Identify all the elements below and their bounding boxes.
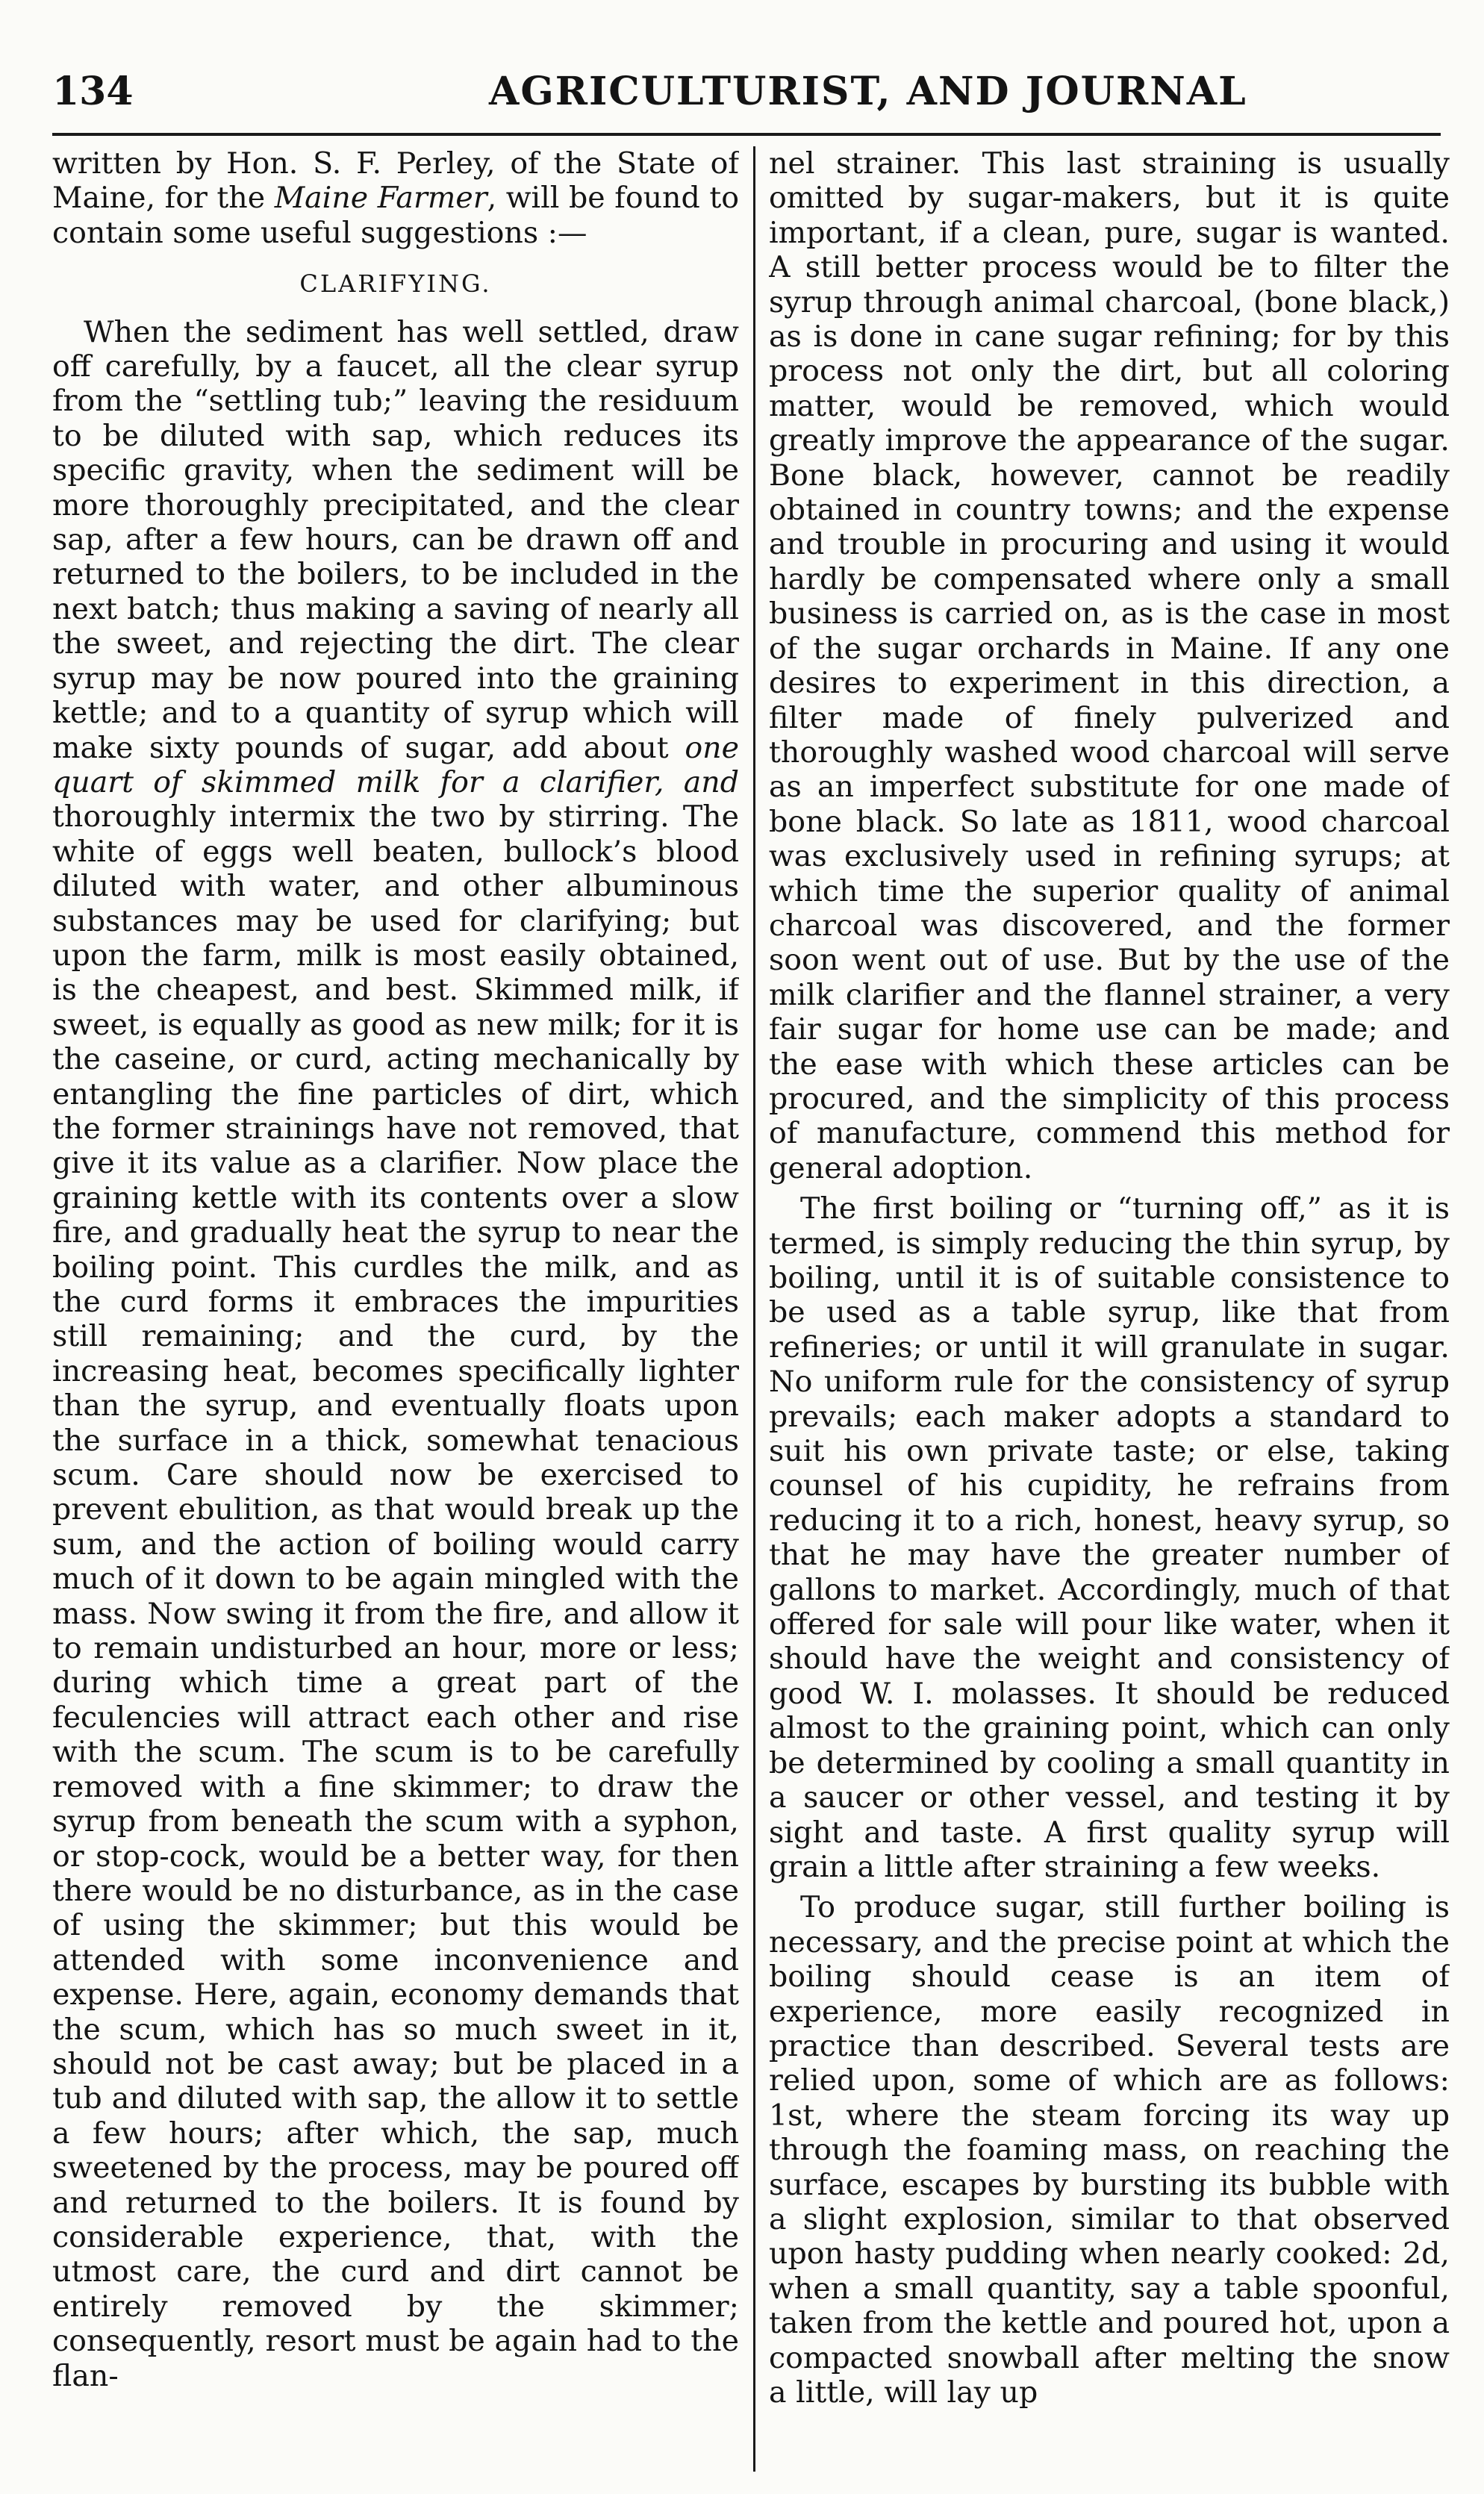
produce-sugar-paragraph: To produce sugar, still further boiling is necessary, and the precise point at which the boiling should cease is an item of experience, more easily recognized in practice than described. Several tests are relied upon, some of which are as follows: 1st, where the steam forcing its way up through the foaming mass, on reaching the surface, escapes by bursting its bubble with a slight explosion, similar to that observed upon hasty pudding when nearly cooked: 2d, when a small quantity, say a table spoonful, taken from the kettle and poured hot, upon a compacted snowball after melting the snow a little, will lay up bbox=[769, 1890, 1450, 2410]
column-divider bbox=[753, 146, 755, 2472]
running-head: AGRICULTURIST, AND JOURNAL bbox=[489, 69, 1247, 114]
left-column bbox=[52, 146, 739, 2475]
intro-italic-title: Maine Farmer bbox=[274, 181, 487, 216]
right-column bbox=[769, 146, 1450, 2475]
first-boiling-paragraph: The first boiling or “turning off,” as it is termed, is simply reducing the thin syrup, by boiling, until it is of suitable consistence to be used as a table syrup, like that from refineries; or until it will granulate in sugar. No uniform rule for the consistency of syrup prevails; each maker adopts a standard to suit his own private taste; or else, taking counsel of his cupidity, he refrains from reducing it to a rich, honest, heavy syrup, so that he may have the greater number of gallons to market. Accordingly, much of that offered for sale will pour like water, when it should have the weight and consistency of good W. I. molasses. It should be reduced almost to the graining point, which can only be determined by cooling a small quantity in a saucer or other vessel, and testing it by sight and taste. A first quality syrup will grain a little after straining a few weeks. bbox=[769, 1191, 1450, 1884]
clarifying-paragraph bbox=[52, 315, 739, 2393]
clarifying-text-2: thoroughly intermix the two by stirring. The white of eggs well beaten, bullock’s blood diluted with water, and other albuminous substances may be used for clarifying; but upon the farm, milk is most easily obtained, is the cheapest, and best. Skimmed milk, if sweet, is equally as good as new milk; for it is the caseine, or curd, acting mechanically by entangling the fine particles of dirt, which the former strainings have not removed, that give it its value as a clarifier. Now place the graining kettle with its contents over a slow fire, and gradually heat the syrup to near the boiling point. This curdles the milk, and as the curd forms it embraces the impurities still remaining; and the curd, by the increasing heat, becomes specifically lighter than the syrup, and eventually floats upon the surface in a thick, somewhat tenacious scum. Care should now be exercised to prevent ebulition, as that would break up the sum, and the action of boiling would carry much of it down to be again mingled with the mass. Now swing it from the fire, and allow it to remain undisturbed an hour, more or less; during which time a great part of the feculencies will attract each other and rise with the scum. The scum is to be carefully removed with a fine skimmer; to draw the syrup from beneath the scum with a syphon, or stop-cock, would be a better way, for then there would be no disturbance, as in the case of using the skimmer; but this would be attended with some inconvenience and expense. Here, again, economy demands that the scum, which has so much sweet in it, should not be cast away; but be placed in a tub and diluted with sap, the allow it to settle a few hours; after which, the sap, much sweetened by the process, may be poured off and returned to the boilers. It is found by considerable experience, that, with the utmost care, the curd and dirt cannot be entirely removed by the skimmer; consequently, resort must be again had to the flan- bbox=[52, 799, 739, 2393]
continued-paragraph: nel strainer. This last straining is usually omitted by sugar-makers, but it is quite important, if a clean, pure, sugar is wanted. A still better process would be to filter the syrup through animal charcoal, (bone black,) as is done in cane sugar refining; for by this process not only the dirt, but all coloring matter, would be removed, which would greatly improve the appearance of the sugar. Bone black, however, cannot be readily obtained in country towns; and the expense and trouble in procuring and using it would hardly be compensated where only a small business is carried on, as is the case in most of the sugar orchards in Maine. If any one desires to experiment in this direction, a filter made of finely pulverized and thoroughly washed wood charcoal will serve as an imperfect substitute for one made of bone black. So late as 1811, wood charcoal was exclusively used in refining syrups; at which time the superior quality of animal charcoal was discovered, and the former soon went out of use. But by the use of the milk clarifier and the flannel strainer, a very fair sugar for home use can be made; and the ease with which these articles can be procured, and the simplicity of this process of manufacture, commend this method for general adoption. bbox=[769, 146, 1450, 1185]
intro-text-1: written by Hon. S. F. Perley, of the State of Maine, for the bbox=[52, 146, 739, 216]
clarifying-text-1: When the sediment has well settled, draw off carefully, by a faucet, all the clear syrup from the “settling tub;” leaving the residuum to be diluted with sap, which reduces its specific gravity, when the sediment will be more thoroughly precipitated, and the clear sap, after a few hours, can be drawn off and returned to the boilers, to be included in the next batch; thus making a saving of nearly all the sweet, and rejecting the dirt. The clear syrup may be now poured into the graining kettle; and to a quantity of syrup which will make sixty pounds of sugar, add about bbox=[52, 314, 739, 765]
clarifying-italic: one quart of skimmed milk for a clarifier, and bbox=[52, 730, 739, 799]
page-header bbox=[52, 61, 1448, 128]
header-rule bbox=[52, 133, 1441, 136]
page-number: 134 bbox=[52, 69, 134, 114]
intro-text-2: , will be found to contain some useful suggestions :— bbox=[52, 181, 739, 250]
section-heading: CLARIFYING. bbox=[299, 269, 492, 299]
intro-paragraph bbox=[52, 146, 739, 250]
